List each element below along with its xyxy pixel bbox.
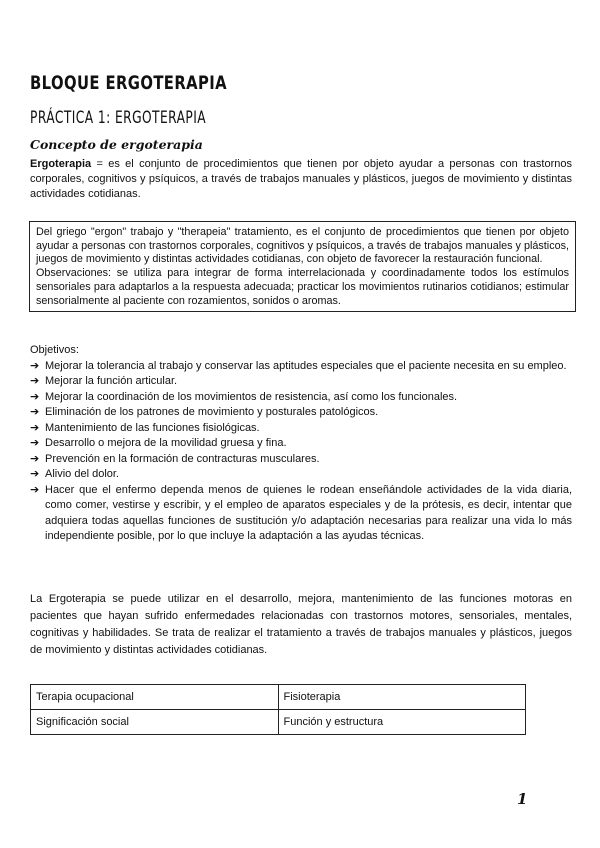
table-cell: Terapia ocupacional [31, 685, 279, 710]
intro-paragraph [30, 157, 572, 203]
definition-box [29, 221, 576, 312]
list-item [30, 483, 572, 545]
list-item-text: Prevención en la formación de contracturas musculares. [45, 452, 320, 465]
arrow-right-icon: ➔ [30, 390, 40, 403]
list-item [30, 390, 572, 406]
page-number: 1 [517, 790, 528, 808]
box-paragraph-observations: Observaciones: se utiliza para integrar de forma interrelacionada y coordinadamente todos los estímulos sensoriales para adaptarlos a la respuesta adecuada; practicar los movimientos rutinarios cotidianos; estimular sensorialmente al paciente con rozamientos, sonidos o aromas. [36, 267, 569, 307]
arrow-right-icon: ➔ [30, 468, 40, 480]
list-item-text: Mejorar la coordinación de los movimientos de resistencia, así como los funcionales. [45, 390, 458, 403]
objectives-label: Objetivos: [30, 344, 79, 356]
arrow-right-icon: ➔ [30, 437, 40, 449]
intro-definition: = es el conjunto de procedimientos que tienen por objeto ayudar a personas con trastornos corporales, cognitivos y psíquicos, a través de trabajos manuales y plásticos, juegos de movimiento y distintas actividades cotidianas. [30, 158, 572, 201]
table-row [31, 710, 526, 735]
arrow-right-icon: ➔ [30, 452, 40, 465]
list-item-text: Mejorar la función articular. [45, 375, 178, 387]
arrow-right-icon: ➔ [30, 375, 40, 387]
page-title: BLOQUE ERGOTERAPIA [30, 72, 228, 94]
objectives-list [30, 359, 572, 545]
arrow-right-icon: ➔ [30, 406, 40, 418]
list-item [30, 421, 572, 437]
comparison-table [30, 684, 526, 735]
box-paragraph-origin: Del griego "ergon" trabajo y "therapeia" tratamiento, es el conjunto de procedimientos que tienen por objeto ayudar a personas con trastornos corporales, cognitivos y psíquicos, a través de trabajos manuales y plásticos, juegos de movimiento y distintas actividades cotidianas, con objeto de favorecer la restauración funcional. [36, 226, 569, 266]
list-item [30, 436, 572, 452]
list-item-text: Desarrollo o mejora de la movilidad gruesa y fina. [45, 437, 287, 449]
list-item [30, 359, 572, 375]
table-cell: Función y estructura [278, 710, 526, 735]
list-item [30, 405, 572, 421]
objectives-section [30, 343, 572, 545]
list-item [30, 452, 572, 468]
section-heading: Concepto de ergoterapia [30, 137, 203, 152]
page-subtitle: PRÁCTICA 1: ERGOTERAPIA [30, 108, 207, 128]
intro-term: Ergoterapia [30, 158, 92, 170]
list-item [30, 374, 572, 390]
list-item-text: Alivio del dolor. [45, 468, 119, 480]
list-item [30, 467, 572, 483]
closing-section [30, 591, 572, 659]
table-row [31, 685, 526, 710]
closing-paragraph: La Ergoterapia se puede utilizar en el desarrollo, mejora, mantenimiento de las funciones motoras en pacientes que hayan sufrido enfermedades relacionadas con trastornos motores, sensoriales, mentales, cognitivas y habilidades. Se trata de realizar el tratamiento a través de trabajos manuales y plásticos, juegos de movimiento y distintas actividades cotidianas. [30, 593, 572, 656]
list-item-text: Eliminación de los patrones de movimiento y posturales patológicos. [45, 406, 379, 418]
arrow-right-icon: ➔ [30, 483, 40, 496]
list-item-text: Hacer que el enfermo dependa menos de quienes le rodean enseñándole actividades de la vida diaria, como comer, vestirse y escribir, y el empleo de aparatos especiales y de la prótesis, es decir, intentar que adquiera todas aquellas funciones de sustitución y/o adaptación necesarias para realizar una vida lo más independiente posible, por lo que incluye la adaptación a las ayudas técnicas. [45, 483, 572, 542]
arrow-right-icon: ➔ [30, 359, 40, 372]
arrow-right-icon: ➔ [30, 421, 40, 434]
table-cell: Significación social [31, 710, 279, 735]
list-item-text: Mejorar la tolerancia al trabajo y conservar las aptitudes especiales que el paciente necesita en su empleo. [45, 359, 567, 372]
table-cell: Fisioterapia [278, 685, 526, 710]
list-item-text: Mantenimiento de las funciones fisiológicas. [45, 421, 260, 434]
